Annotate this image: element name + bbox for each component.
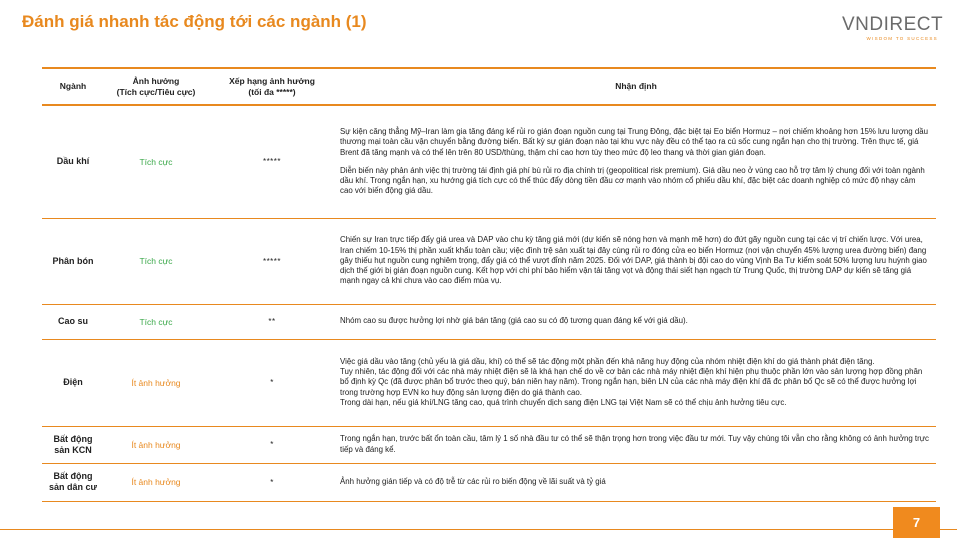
table-row — [42, 218, 936, 304]
assessment-paragraph: Trong ngắn hạn, trước bất ổn toàn cầu, tâm lý 1 số nhà đầu tư có thể sẽ thận trọng hơn trong việc đầu tư mới. Tuy vậy chúng tôi vẫn cho rằng không có ảnh hưởng trực tiếp và đáng kể. — [340, 434, 929, 454]
sector-impact-table — [42, 67, 936, 502]
assessment-paragraph: Sự kiện căng thẳng Mỹ–Iran làm gia tăng đáng kể rủi ro gián đoạn nguồn cung tại Trung Đông, đặc biệt tại Eo biển Hormuz – nơi chiếm khoảng hơn 15% lưu lượng dầu thương mại toàn cầu vận chuyển bằng đường biển. Bất kỳ sự gián đoạn nào tại khu vực này đều có thể tạo ra cú sốc cung ngắn hạn cho thị trường. Trên thực tế, giá Brent đã tăng mạnh và có thể lên trên 80 USD/thùng, thậm chí cao hơn tùy theo mức độ leo thang và thời gian gián đoạn. — [340, 127, 929, 157]
assessment-cell — [336, 426, 936, 463]
impact-rating: ***** — [208, 218, 336, 304]
impact-label: Ít ảnh hưởng — [104, 463, 208, 501]
table-row — [42, 105, 936, 218]
sector-name: Bất động sản dân cư — [42, 463, 104, 501]
table-row — [42, 339, 936, 426]
assessment-cell — [336, 218, 936, 304]
sector-name: Điện — [42, 339, 104, 426]
sector-name: Dầu khí — [42, 105, 104, 218]
sector-name: Bất động sản KCN — [42, 426, 104, 463]
impact-label: Ít ảnh hưởng — [104, 339, 208, 426]
impact-label: Tích cực — [104, 304, 208, 339]
header-rating: Xếp hạng ảnh hưởng (tối đa *****) — [208, 68, 336, 105]
impact-label: Ít ảnh hưởng — [104, 426, 208, 463]
header-impact: Ảnh hưởng (Tích cực/Tiêu cực) — [104, 68, 208, 105]
footer-divider — [0, 529, 957, 530]
sector-name: Phân bón — [42, 218, 104, 304]
header-sector: Ngành — [42, 68, 104, 105]
impact-rating: * — [208, 463, 336, 501]
assessment-paragraph: Diễn biến này phản ánh việc thị trường tái định giá phí bù rủi ro địa chính trị (geopolitical risk premium). Giá dầu neo ở vùng cao hỗ trợ tâm lý chung đối với toàn ngành dầu khí. Trong ngắn hạn, xu hướng giá tích cực có thể thúc đẩy dòng tiền đầu cơ mạnh vào nhóm cổ phiếu dầu khí, đặc biệt các doanh nghiệp có mức độ nhạy cảm cao với biến động giá dầu. — [340, 165, 925, 196]
assessment-paragraph: Ảnh hưởng gián tiếp và có độ trễ từ các rủi ro biến động về lãi suất và tỷ giá — [340, 476, 606, 486]
table-row — [42, 463, 936, 501]
impact-rating: ** — [208, 304, 336, 339]
assessment-cell — [336, 339, 936, 426]
vndirect-logo — [842, 15, 942, 41]
impact-label: Tích cực — [104, 218, 208, 304]
page-number-badge: 7 — [893, 507, 940, 538]
assessment-cell — [336, 304, 936, 339]
logo-tagline: WISDOM TO SUCCESS — [866, 36, 938, 41]
table-row — [42, 426, 936, 463]
impact-rating: * — [208, 426, 336, 463]
impact-label: Tích cực — [104, 105, 208, 218]
assessment-cell — [336, 463, 936, 501]
page-title: Đánh giá nhanh tác động tới các ngành (1) — [22, 12, 367, 31]
assessment-paragraph: Nhóm cao su được hưởng lợi nhờ giá bán tăng (giá cao su có độ tương quan đáng kể với giá dầu). — [340, 316, 688, 326]
sector-name: Cao su — [42, 304, 104, 339]
assessment-paragraph: Trong dài hạn, nếu giá khí/LNG tăng cao, quá trình chuyển dịch sang điện LNG tại Việt Nam sẽ có thể chịu ảnh hưởng tiêu cực. — [340, 397, 787, 407]
table-row — [42, 304, 936, 339]
assessment-paragraph: Tuy nhiên, tác động đối với các nhà máy nhiệt điện sẽ là khá hạn chế do về cơ bản các nhà máy nhiệt điện khí hiện phụ thuộc phần lớn vào sản lượng hợp đồng phân bổ định kỳ Qc (đã được phân bổ trước theo quý, bán niên hay năm). Trong ngắn hạn, biên LN của các nhà máy điện khí đã đc phân bổ Qc sẽ có thể được hưởng lợi trong trường hợp EVN ko huy động sản lượng điện do giá thành cao. — [340, 367, 923, 397]
impact-rating: ***** — [208, 105, 336, 218]
assessment-cell — [336, 105, 936, 218]
logo-wordmark: VNDIRECT — [842, 14, 944, 35]
assessment-paragraph: Việc giá dầu vào tăng (chủ yếu là giá dầu, khí) có thể sẽ tác động một phần đến khả năng huy động của nhóm nhiệt điện khí do giá thành phát điện tăng. — [340, 356, 875, 366]
impact-rating: * — [208, 339, 336, 426]
assessment-paragraph: Chiến sự Iran trực tiếp đẩy giá urea và DAP vào chu kỳ tăng giá mới (dự kiến sẽ nóng hơn và mạnh mẽ hơn) do đứt gãy nguồn cung tại các vị trí chiến lược. Với urea, Iran chiếm 10-15% thị phần xuất khẩu toàn cầu; việc đình trệ sản xuất tại đây cùng rủi ro đóng cửa eo biển Hormuz (nơi vận chuyển 45% lượng urea đường biển) đang gây thiếu hụt nguồn cung nghiêm trọng, đẩy giá có thể vượt đỉnh năm 2025. Đối với DAP, giá thành bị đội cao do vùng Vịnh Ba Tư kiểm soát 50% lượng lưu huỳnh giao dịch thế giới bị gián đoạn nguồn cung. Kết hợp với chi phí bảo hiểm vận tải tăng vọt và động thái siết hạn ngạch từ Trung Quốc, thị trường DAP dự kiến sẽ tăng giá mạnh ngay cả khi chưa vào cao điểm mùa vụ. — [340, 235, 927, 286]
table-header-row — [42, 68, 936, 105]
header-assessment: Nhận định — [336, 68, 936, 105]
